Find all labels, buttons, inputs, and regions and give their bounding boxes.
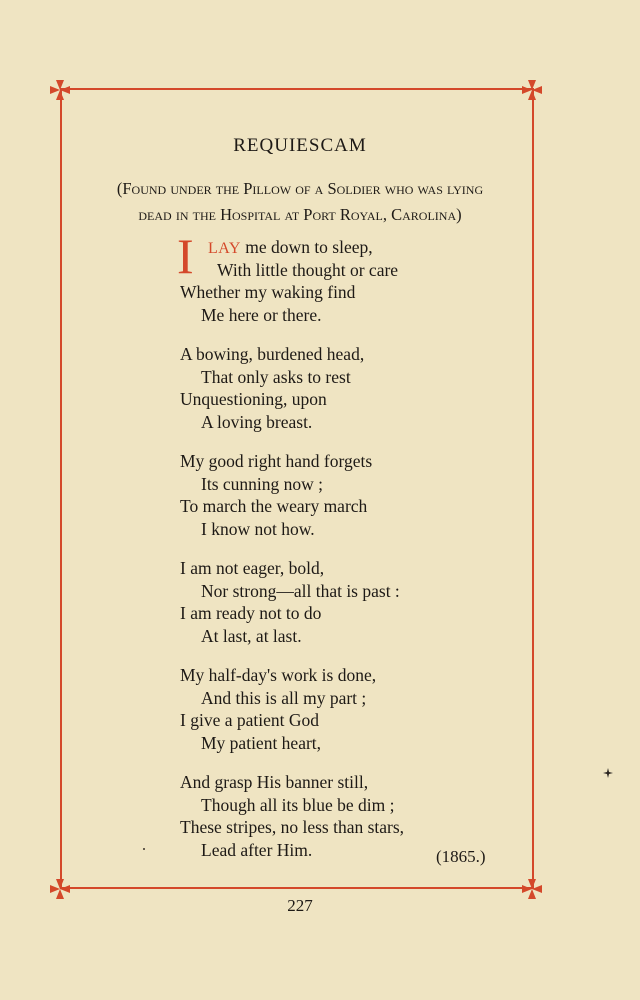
- stanza: [180, 343, 500, 433]
- poem-line: With little thought or care: [217, 259, 399, 280]
- first-word: LAY: [208, 240, 241, 257]
- poem-line: Its cunning now ;: [201, 473, 324, 494]
- poem-line: At last, at last.: [201, 625, 302, 646]
- first-line-rest: me down to sleep,: [240, 237, 373, 257]
- stanza: [177, 228, 500, 326]
- poem-line: Lead after Him.: [201, 839, 313, 860]
- poem-line: I am not eager, bold,: [180, 558, 325, 578]
- ink-speck-icon: [603, 768, 613, 778]
- poem-line: I am ready not to do: [180, 603, 322, 623]
- frame-bottom-rule: [60, 887, 534, 889]
- poem-subtitle: [80, 176, 520, 228]
- poem-line: My patient heart,: [201, 732, 322, 753]
- maltese-cross-icon: [521, 79, 543, 101]
- poem-line: These stripes, no less than stars,: [180, 817, 405, 837]
- poem-line: And this is all my part ;: [201, 687, 367, 708]
- subtitle-line: dead in the Hospital at Port Royal, Carolina): [138, 205, 462, 224]
- subtitle-line: (Found under the Pillow of a Soldier who was lying: [116, 179, 484, 198]
- poem-body: [177, 228, 500, 878]
- poem-line: My half-day's work is done,: [180, 665, 377, 685]
- poem-line: Unquestioning, upon: [180, 389, 327, 409]
- poem-line: A bowing, burdened head,: [180, 344, 365, 364]
- maltese-cross-icon: [49, 79, 71, 101]
- poem-line: That only asks to rest: [201, 366, 351, 387]
- poem-date: (1865.): [436, 847, 486, 866]
- poem-line: Nor strong—all that is past :: [201, 580, 400, 601]
- stanza: [180, 557, 500, 647]
- drop-cap: I: [177, 228, 194, 284]
- poem-line: I give a patient God: [180, 710, 319, 730]
- poem-line: Though all its blue be dim ;: [201, 794, 395, 815]
- poem-line: Me here or there.: [201, 304, 322, 325]
- stanza: [180, 450, 500, 540]
- frame-top-rule: [60, 88, 534, 90]
- poem-title: REQUIESCAM: [233, 135, 367, 156]
- poem-line: My good right hand forgets: [180, 451, 373, 471]
- poem-line: A loving breast.: [201, 411, 313, 432]
- frame-right-rule: [532, 88, 534, 888]
- stanza: [180, 664, 500, 754]
- frame-left-rule: [60, 88, 62, 888]
- poem-line: And grasp His banner still,: [180, 772, 369, 792]
- page-number: 227: [287, 896, 313, 915]
- poem-line: I know not how.: [201, 518, 315, 539]
- poem-line: Whether my waking find: [180, 282, 356, 302]
- poem-line: [180, 236, 500, 259]
- poem-line: To march the weary march: [180, 496, 368, 516]
- paper-speck: [143, 848, 145, 850]
